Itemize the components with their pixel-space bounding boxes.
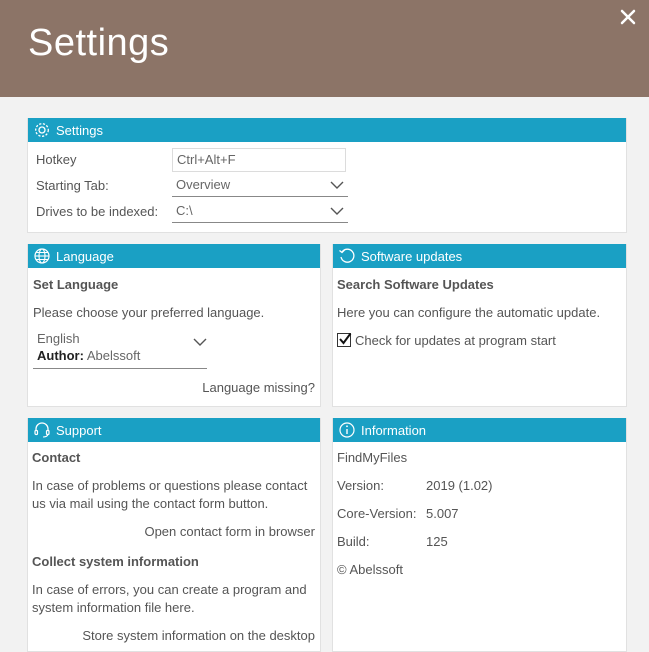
author-label: Author: bbox=[37, 348, 84, 363]
core-version-value: 5.007 bbox=[426, 506, 459, 521]
starting-tab-label: Starting Tab: bbox=[36, 178, 109, 193]
information-panel-header bbox=[333, 418, 626, 442]
contact-text-line-1: In case of problems or questions please contact bbox=[32, 478, 308, 493]
check-updates-label: Check for updates at program start bbox=[355, 333, 556, 348]
refresh-icon bbox=[338, 247, 356, 265]
language-panel-title: Language bbox=[56, 248, 114, 264]
chevron-down-icon bbox=[330, 206, 344, 216]
language-panel-header bbox=[28, 244, 320, 268]
chevron-down-icon bbox=[193, 337, 207, 347]
store-system-info-link[interactable]: Store system information on the desktop bbox=[82, 628, 315, 643]
core-version-label: Core-Version: bbox=[337, 506, 417, 521]
author-value: Abelssoft bbox=[86, 348, 141, 363]
contact-text-line-2: us via mail using the contact form button. bbox=[32, 496, 269, 511]
contact-title: Contact bbox=[32, 450, 81, 465]
hotkey-value: Ctrl+Alt+F bbox=[177, 152, 236, 167]
check-updates-checkbox[interactable] bbox=[337, 333, 351, 347]
checkmark-icon bbox=[338, 332, 352, 346]
language-panel bbox=[27, 244, 321, 407]
search-updates-title: Search Software Updates bbox=[337, 277, 494, 292]
globe-icon bbox=[33, 247, 51, 265]
headset-icon bbox=[33, 421, 51, 439]
product-name: FindMyFiles bbox=[337, 450, 408, 465]
updates-panel-title: Software updates bbox=[361, 248, 463, 264]
support-panel-header bbox=[28, 418, 320, 442]
settings-panel bbox=[27, 118, 627, 233]
settings-panel-header bbox=[28, 118, 626, 142]
starting-tab-select[interactable] bbox=[172, 173, 348, 197]
open-contact-form-link[interactable]: Open contact form in browser bbox=[144, 524, 315, 539]
title-bar bbox=[0, 0, 649, 97]
drives-label: Drives to be indexed: bbox=[36, 204, 159, 219]
chevron-down-icon bbox=[330, 180, 344, 190]
info-icon bbox=[338, 421, 356, 439]
settings-panel-title: Settings bbox=[56, 122, 103, 138]
check-updates-option[interactable] bbox=[337, 331, 556, 351]
starting-tab-value: Overview bbox=[176, 177, 231, 192]
support-panel bbox=[27, 418, 321, 652]
build-label: Build: bbox=[337, 534, 370, 549]
build-value: 125 bbox=[426, 534, 448, 549]
collect-info-title: Collect system information bbox=[32, 554, 199, 569]
set-language-title: Set Language bbox=[33, 277, 119, 292]
collect-text-line-1: In case of errors, you can create a program and bbox=[32, 582, 307, 597]
updates-description: Here you can configure the automatic update. bbox=[337, 305, 601, 320]
collect-text-line-2: system information file here. bbox=[32, 600, 195, 615]
language-value: English bbox=[37, 331, 80, 346]
version-value: 2019 (1.02) bbox=[426, 478, 493, 493]
updates-panel bbox=[332, 244, 627, 407]
close-button[interactable] bbox=[617, 6, 639, 28]
hotkey-input[interactable] bbox=[172, 148, 346, 172]
gear-icon bbox=[33, 121, 51, 139]
information-panel-title: Information bbox=[361, 422, 427, 438]
language-description: Please choose your preferred language. bbox=[33, 305, 265, 320]
close-icon bbox=[617, 6, 639, 28]
support-panel-title: Support bbox=[56, 422, 102, 438]
drives-value: C:\ bbox=[176, 203, 193, 218]
updates-panel-header bbox=[333, 244, 626, 268]
language-select[interactable] bbox=[33, 331, 207, 369]
drives-select[interactable] bbox=[172, 199, 348, 223]
hotkey-label: Hotkey bbox=[36, 152, 77, 167]
copyright-text: © Abelssoft bbox=[337, 562, 403, 577]
settings-content bbox=[0, 97, 649, 652]
language-missing-link[interactable]: Language missing? bbox=[202, 380, 315, 395]
version-label: Version: bbox=[337, 478, 384, 493]
information-panel bbox=[332, 418, 627, 652]
window-title: Settings bbox=[28, 22, 170, 64]
